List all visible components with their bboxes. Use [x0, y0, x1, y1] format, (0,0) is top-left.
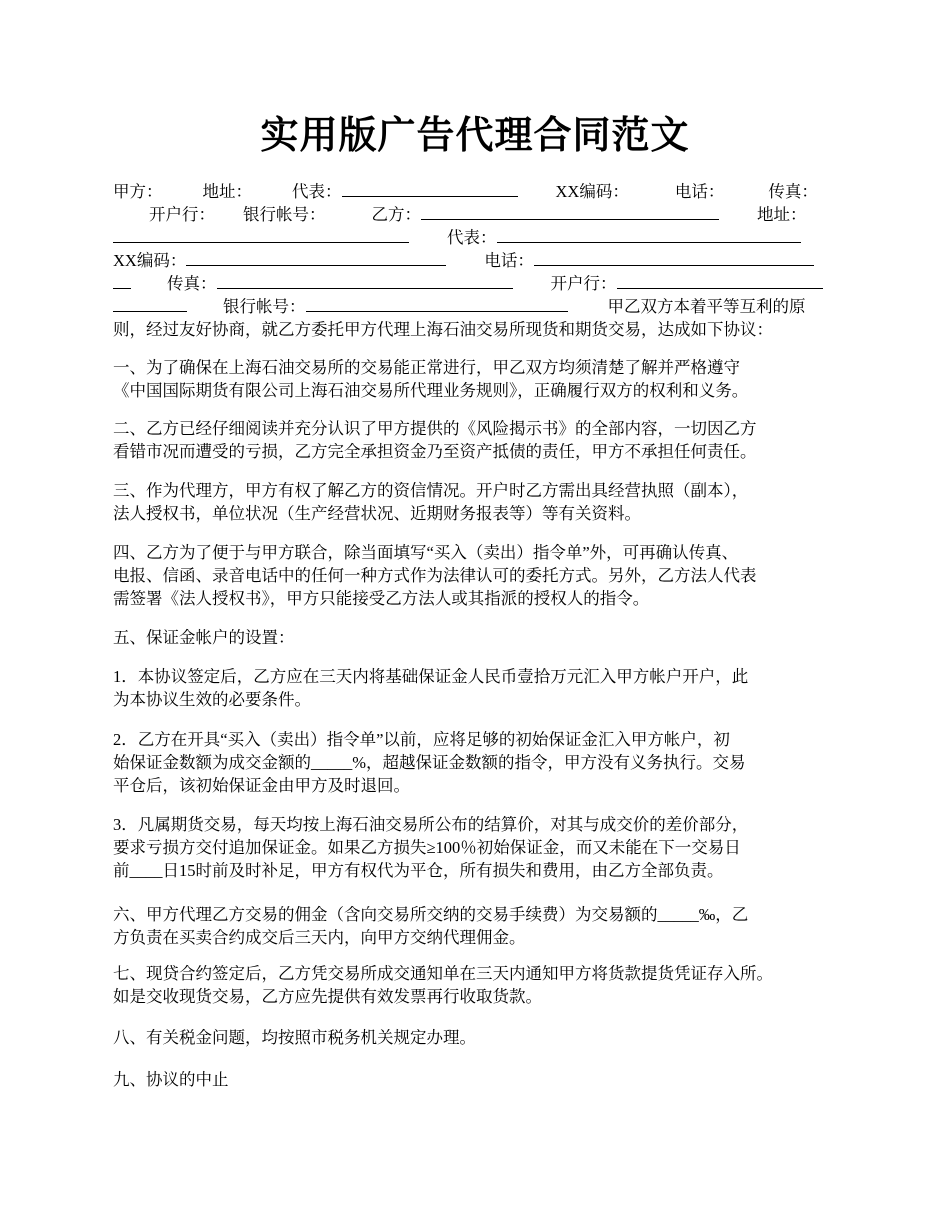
label-address: 地址： — [202, 182, 252, 201]
text-line: 一、为了确保在上海石油交易所的交易能正常进行，甲乙双方均须清楚了解并严格遵守 — [113, 358, 740, 377]
text-line: 则，经过友好协商，就乙方委托甲方代理上海石油交易所现货和期货交易，达成如下协议： — [113, 320, 773, 339]
party-line-6 — [113, 295, 806, 319]
text-line: 如是交收现货交易，乙方应先提供有效发票再行收取货款。 — [113, 987, 542, 1006]
blank-line — [113, 272, 131, 289]
label-account: 银行帐号： — [243, 205, 326, 224]
label-address-b: 地址： — [757, 205, 807, 224]
text-line: 要求亏损方交付追加保证金。如果乙方损失≥100％初始保证金，而又未能在下一交易日 — [113, 838, 741, 857]
blank-line — [306, 295, 568, 312]
text-line: 3．凡属期货交易，每天均按上海石油交易所公布的结算价，对其与成交价的差价部分， — [113, 815, 749, 834]
text-line: 为本协议生效的必要条件。 — [113, 690, 311, 709]
text-line: 前____日15时前及时补足，甲方有权代为平仓，所有损失和费用，由乙方全部负责。 — [113, 861, 724, 880]
blank-line — [113, 226, 409, 243]
label-phone-b: 电话： — [484, 251, 534, 270]
text-line: 六、甲方代理乙方交易的佣金（含向交易所交纳的交易手续费）为交易额的_____‰，乙 — [113, 905, 749, 924]
text-line: 七、现贷合约签定后，乙方凭交易所成交通知单在三天内通知甲方将货款提货凭证存入所。 — [113, 964, 773, 983]
text-line: 九、协议的中止 — [113, 1070, 229, 1089]
label-fax: 传真： — [768, 182, 818, 201]
party-line-3 — [113, 226, 801, 250]
text-line: 看错市况而遭受的亏损，乙方完全承担资金乃至资产抵债的责任，甲方不承担任何责任。 — [113, 442, 757, 461]
blank-line — [497, 226, 801, 243]
text-line: 始保证金数额为成交金额的_____%，超越保证金数额的指令，甲方没有义务执行。交易 — [113, 753, 746, 772]
document-title: 实用版广告代理合同范文 — [260, 115, 690, 157]
party-line-4 — [113, 249, 814, 273]
label-party-a: 甲方： — [113, 182, 163, 201]
text-line: 八、有关税金问题，均按照市税务机关规定办理。 — [113, 1028, 476, 1047]
text-line: 电报、信函、录音电话中的任何一种方式作为法律认可的委托方式。另外，乙方法人代表 — [113, 566, 757, 585]
text-line: 三、作为代理方，甲方有权了解乙方的资信情况。开户时乙方需出具经营执照（副本）， — [113, 481, 749, 500]
text-line: 1．本协议签定后，乙方应在三天内将基础保证金人民币壹拾万元汇入甲方帐户开户，此 — [113, 667, 749, 686]
text-line: 平仓后，该初始保证金由甲方及时退回。 — [113, 776, 410, 795]
party-line-2 — [113, 203, 807, 227]
text-line: 法人授权书，单位状况（生产经营状况、近期财务报表等）等有关资料。 — [113, 504, 641, 523]
text-line: 《中国国际期货有限公司上海石油交易所代理业务规则》，正确履行双方的权利和义务。 — [113, 381, 749, 400]
blank-line — [186, 249, 446, 266]
party-line-1 — [113, 180, 818, 204]
label-code: XX编码： — [555, 182, 629, 201]
text-line: 方负责在买卖合约成交后三天内，向甲方交纳代理佣金。 — [113, 928, 526, 947]
label-bank: 开户行： — [149, 205, 215, 224]
label-fax-b: 传真： — [167, 274, 217, 293]
label-representative-b: 代表： — [447, 228, 497, 247]
blank-line — [421, 203, 719, 220]
text-line: 2．乙方在开具“买入（卖出）指令单”以前，应将足够的初始保证金汇入甲方帐户，初 — [113, 730, 730, 749]
intro-text-start: 甲乙双方本着平等互利的原 — [607, 297, 806, 316]
label-phone: 电话： — [674, 182, 725, 201]
party-line-5 — [113, 272, 823, 296]
blank-line — [534, 249, 814, 266]
text-line: 需签署《法人授权书》，甲方只能接受乙方法人或其指派的授权人的指令。 — [113, 589, 650, 608]
label-bank-b: 开户行： — [550, 274, 617, 293]
label-party-b: 乙方： — [371, 205, 421, 224]
blank-line — [217, 272, 513, 289]
blank-line — [617, 272, 823, 289]
blank-line — [342, 180, 518, 197]
text-line: 四、乙方为了便于与甲方联合，除当面填写“买入（卖出）指令单”外，可再确认传真、 — [113, 543, 739, 562]
text-line: 二、乙方已经仔细阅读并充分认识了甲方提供的《风险揭示书》的全部内容，一切因乙方 — [113, 419, 757, 438]
label-representative: 代表： — [292, 182, 342, 201]
text-line: 五、保证金帐户的设置： — [113, 628, 295, 647]
label-code-b: XX编码： — [113, 251, 187, 270]
label-account-b: 银行帐号： — [223, 297, 306, 316]
blank-line — [113, 295, 187, 312]
